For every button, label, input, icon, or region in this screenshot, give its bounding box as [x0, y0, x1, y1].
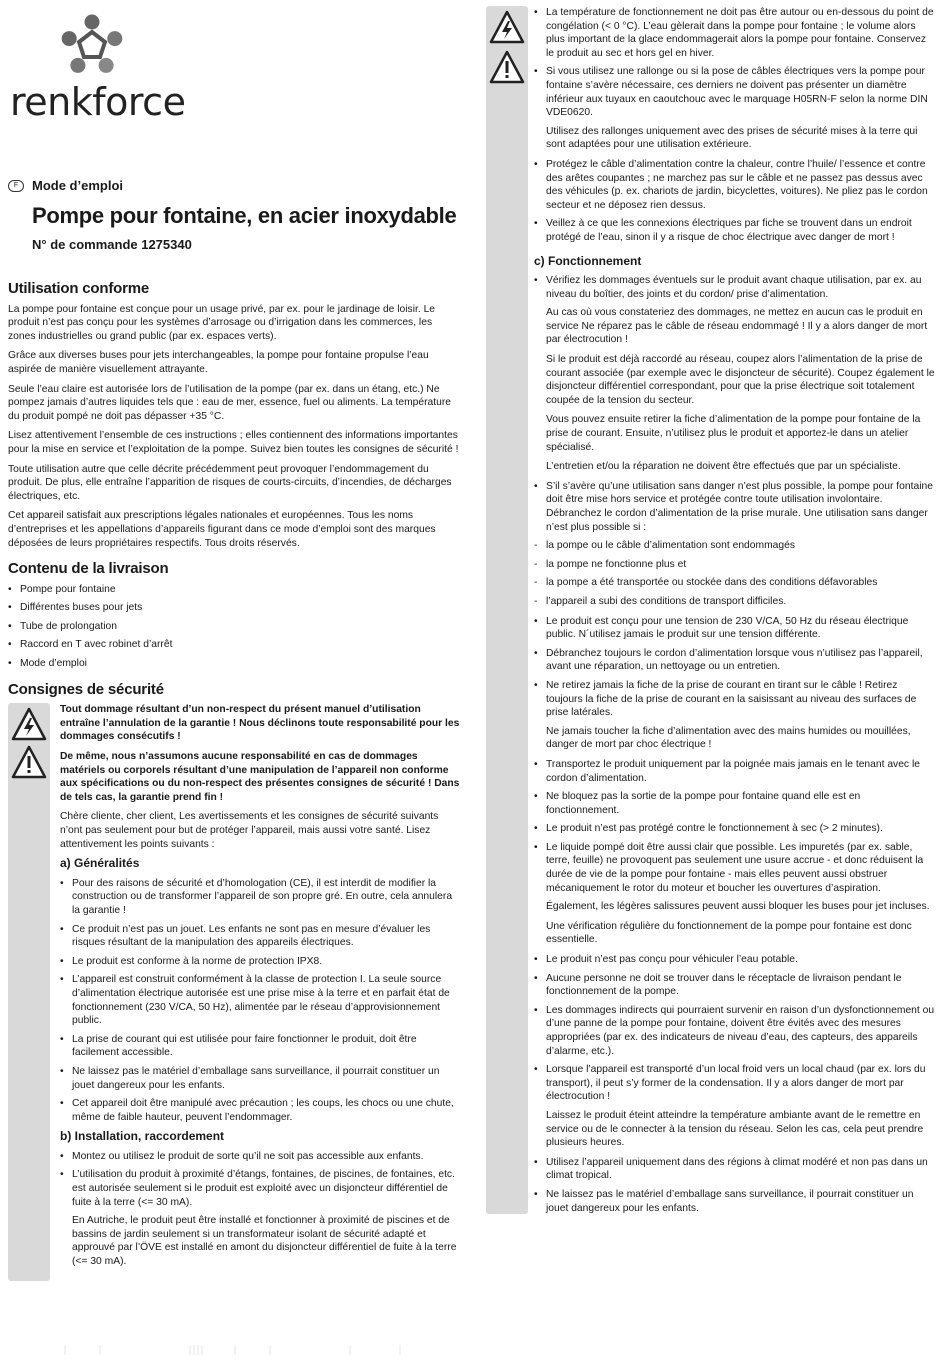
operation-heading: c) Fonctionnement [534, 253, 642, 268]
warning-sidebar [8, 703, 50, 1281]
list-item: • Vérifiez les dommages éventuels sur le produit avant chaque utilisation, par ex. au niveau du boîtier, des joints et du cordon/ prise d’alimentation. [534, 274, 936, 301]
list-item: • Ne retirez jamais la fiche de la prise de courant en tirant sur le câble ! Retirez toujours la fiche de la prise de courant en la saisissant au niveau des surfaces de prise latérales. [534, 679, 936, 720]
document-header [8, 178, 468, 252]
order-number: N° de commande 1275340 [32, 237, 192, 252]
list-item: - la pompe ne fonctionne plus et [534, 558, 936, 572]
install-list [60, 1150, 460, 1209]
list-item: • La prise de courant qui est utilisée pour faire fonctionner le produit, doit être facilement accessible. [60, 1033, 460, 1060]
operation-list [534, 758, 936, 895]
list-item: - l’appareil a subi des conditions de transport difficiles. [534, 595, 936, 609]
list-item: • Différentes buses pour jets [8, 601, 460, 615]
install-note: En Autriche, le produit peut être installé et fonctionner à proximité de piscines et de bassins de jardin seulement si un transformateur isolant de sécurité adapté et approuvé par l’ÖVE est installé en amont du disjoncteur différentiel de fuite à la terre (<= 30 mA). [72, 1215, 457, 1268]
list-item: • Mode d’emploi [8, 657, 460, 671]
list-item: • Pour des raisons de sécurité et d’homologation (CE), il est interdit de modifier la construction ou de transformer l’appareil de son propre gré. En outre, cela annulera la garantie ! [60, 877, 460, 918]
list-item: • S’il s’avère qu’une utilisation sans danger n’est plus possible, la pompe pour fontaine doit être mise hors service et protégée contre toute utilisation involontaire. Débranchez le cordon d’alimentation de la prise murale. Une utilisation sans danger n’est plus possible si : [534, 480, 936, 534]
language-badge: F [8, 180, 24, 192]
operation-list [534, 480, 936, 534]
list-item: • Lorsque l’appareil est transporté d’un local froid vers un local chaud (par ex. lors du transport), il peut s’y former de la condensation. Il y a alors danger de mort par électrocution ! [534, 1063, 936, 1104]
general-list [60, 877, 460, 1125]
list-note: Utilisez des rallonges uniquement avec des prises de sécurité mises à la terre qui sont adaptées pour une utilisation extérieure. [546, 125, 918, 151]
list-item: • Ne bloquez pas la sortie de la pompe pour fontaine quand elle est en fonctionnement. [534, 790, 936, 817]
list-item: • Aucune personne ne doit se trouver dans le réceptacle de livraison pendant le fonctionnement de la pompe. [534, 972, 936, 999]
list-item: • Tube de prolongation [8, 620, 460, 634]
list-item: • Ne laissez pas le matériel d’emballage sans surveillance, il pourrait constituer un jouet dangereux pour les enfants. [60, 1065, 460, 1092]
list-item: • Cet appareil doit être manipulé avec précaution ; les coups, les chocs ou une chute, même de faible hauteur, peuvent l’endommager. [60, 1097, 460, 1124]
usage-paragraph: Grâce aux diverses buses pour jets interchangeables, la pompe pour fontaine propulse l’eau aspirée de manière visuellement attrayante. [8, 350, 429, 375]
general-heading: a) Généralités [60, 856, 140, 871]
brand-name: renkforce [10, 80, 186, 124]
list-item: - la pompe a été transportée ou stockée dans des conditions défavorables [534, 576, 936, 590]
list-item: • L’appareil est construit conformément à la classe de protection I. La seule source d’alimentation électrique autorisée est une prise mise à la terre et en parfait état de fonctionnement (230 V/CA, 50 Hz), alimentée par le réseau d’approvisionnement public. [60, 973, 460, 1027]
lightning-warning-icon [11, 707, 47, 741]
warning-sidebar-right [486, 6, 528, 1214]
exclamation-warning-icon [489, 50, 525, 84]
list-note: Au cas où vous constateriez des dommages, ne mettez en aucun cas le produit en service Ne réparez pas le câble de réseau endommagé ! Il y a alors danger de mort par électrocution ! [546, 307, 928, 346]
operation-list [534, 274, 936, 301]
usage-heading: Utilisation conforme [8, 280, 150, 297]
operation-list [534, 953, 936, 1104]
list-item: • Montez ou utilisez le produit de sorte qu’il ne soit pas accessible aux enfants. [60, 1150, 460, 1164]
list-item: • Transportez le produit uniquement par la poignée mais jamais en le tenant avec le cordon d’alimentation. [534, 758, 936, 785]
list-item: • Les dommages indirects qui pourraient survenir en raison d’un dysfonctionnement ou d’une panne de la pompe pour fontaine, doivent être évités avec des mesures appropriées (par ex. des indicateurs de niveau d’eau, des capteurs, des appareils d’alarme, etc.). [534, 1004, 936, 1058]
usage-paragraph: Cet appareil satisfait aux prescriptions légales nationales et européennes. Tous les noms d’entreprises et les appellations d’appareils figurant dans ce mode d’emploi sont des marques déposées de leurs propriétaires respectifs. Tous droits réservés. [8, 510, 436, 549]
print-marks [60, 1343, 460, 1357]
list-item: • Protégez le câble d’alimentation contre la chaleur, contre l’huile/ l’essence et contre des arêtes coupantes ; ne marchez pas sur le câble et ne passez pas dessus avec des véhicules (p. ex. chariots de jardin, bicyclettes, voitures). Ne pliez pas le cordon secteur et ne déposez rien dessus. [534, 158, 936, 212]
install-list-cont [534, 6, 936, 120]
safety-heading: Consignes de sécurité [8, 680, 164, 698]
install-list-cont2 [534, 158, 936, 245]
list-item: • Le produit est conforme à la norme de protection IPX8. [60, 955, 460, 969]
list-item: • Ne laissez pas le matériel d’emballage sans surveillance, il pourrait constituer un jouet dangereux pour les enfants. [534, 1188, 936, 1215]
right-column [534, 6, 936, 1220]
list-item: • Débranchez toujours le cordon d’alimentation lorsque vous n’utilisez pas l’appareil, avant une réparation, un nettoyage ou un entretien. [534, 647, 936, 674]
safety-intro: Chère cliente, cher client, Les avertissements et les consignes de sécurité suivants n’ont pas seulement pour but de protéger l’appareil, mais aussi votre santé. Lisez attentivement les points suivants : [60, 811, 439, 850]
list-note: Une vérification régulière du fonctionnement de la pompe pour fontaine est donc essentielle. [546, 920, 912, 946]
usage-paragraph: La pompe pour fontaine est conçue pour un usage privé, par ex. pour le jardinage de loisir. Le produit n’est pas conçu pour les systèmes d’arrosage ou d’irrigation dans les commerces, les zones industrielles ou grand public (par ex. espaces verts). [8, 303, 436, 342]
left-column [8, 282, 460, 1275]
warranty-warning: Tout dommage résultant d’un non-respect du présent manuel d’utilisation entraîne l’annulation de la garantie ! Nous déclinons toute responsabilité pour les dommages consécutifs ! [60, 704, 460, 743]
list-item: • Ce produit n’est pas un jouet. Les enfants ne sont pas en mesure d’évaluer les risques résultant de la manipulation des appareils électriques. [60, 923, 460, 950]
list-item: • La température de fonctionnement ne doit pas être autour ou en-dessous du point de congélation (< 0 °C). L’eau gèlerait dans la pompe pour fontaine ; le volume alors plus important de la glace endommagerait alors la pompe pour fontaine. Conservez le produit au sec et hors gel en hiver. [534, 6, 936, 60]
list-item: • Le produit n’est pas conçu pour véhiculer l’eau potable. [534, 953, 936, 967]
list-item: • Veillez à ce que les connexions électriques par fiche se trouvent dans un endroit protégé de l’eau, sinon il y a risque de choc électrique avec danger de mort ! [534, 217, 936, 244]
list-item: • L’utilisation du produit à proximité d’étangs, fontaines, de piscines, de fontaines, etc. est autorisée seulement si le produit est exploité avec un disjoncteur différentiel de fuite à la terre (<= 30 mA). [60, 1168, 460, 1209]
list-item: • Raccord en T avec robinet d’arrêt [8, 638, 460, 652]
usage-paragraph: Seule l’eau claire est autorisée lors de l’utilisation de la pompe (par ex. dans un étang, etc.) Ne pompez jamais d’autres liquides tels que : eau de mer, essence, fuel ou aliments. La température du produit pompé ne doit pas dépasser +35 °C. [8, 383, 452, 422]
page-title: Pompe pour fontaine, en acier inoxydable [32, 203, 457, 228]
usage-paragraph: Lisez attentivement l’ensemble de ces instructions ; elles contiennent des informations importantes pour la mise en service et l’exploitation de la pompe. Suivez bien toutes les consignes de sécurité ! [8, 430, 459, 455]
operation-list [534, 615, 936, 720]
list-item: • Le produit est conçu pour une tension de 230 V/CA, 50 Hz du réseau électrique public. N´utilisez jamais le produit sur une tension différente. [534, 615, 936, 642]
operation-list [534, 1156, 936, 1215]
list-item: • Le produit n’est pas protégé contre le fonctionnement à sec (> 2 minutes). [534, 822, 936, 836]
exclamation-warning-icon [11, 745, 47, 779]
list-item: • Utilisez l’appareil uniquement dans des régions à climat modéré et non pas dans un climat tropical. [534, 1156, 936, 1183]
supply-list [8, 583, 460, 671]
liability-warning: De même, nous n’assumons aucune responsabilité en cas de dommages matériels ou corporels résultant d’une manipulation de l’appareil non conforme aux spécifications ou du non-respect des présentes consignes de sécurité ! Dans de tels cas, la garantie prend fin ! [60, 751, 460, 803]
list-note: Si le produit est déjà raccordé au réseau, coupez alors l’alimentation de la prise de courant associée (par exemple avec le disjoncteur de sécurité). Coupez également le disjoncteur différentiel correspondant, pour que la prise électrique soit totalement coupée de la tension du secteur. [546, 354, 935, 406]
list-note: Ne jamais toucher la fiche d’alimentation avec des mains humides ou mouillées, danger de mort par choc électrique ! [546, 725, 911, 751]
supply-heading: Contenu de la livraison [8, 560, 169, 578]
condition-list [534, 539, 936, 608]
lightning-warning-icon [489, 10, 525, 44]
list-note: Également, les légères salissures peuvent aussi bloquer les buses pour jet incluses. [546, 901, 930, 913]
usage-paragraph: Toute utilisation autre que celle décrite précédemment peut provoquer l’endommagement du produit. De plus, elle entraîne l’apparition de risques de courts-circuits, d’incendies, de décharges électriques, etc. [8, 463, 452, 502]
safety-block [8, 703, 460, 1268]
list-item: • Si vous utilisez une rallonge ou si la pose de câbles électriques vers la pompe pour fontaine s’avère nécessaire, ces derniers ne doivent pas présenter un diamètre inférieur aux tuyaux en caoutchouc avec le marquage H05RN-F selon la norme DIN VDE0620. [534, 65, 936, 119]
list-item: - la pompe ou le câble d’alimentation sont endommagés [534, 539, 936, 553]
mode-label: Mode d’emploi [32, 178, 123, 193]
install-heading: b) Installation, raccordement [60, 1129, 225, 1144]
list-note: Laissez le produit éteint atteindre la température ambiante avant de le remettre en service ou de le connecter à la tension du réseau. Selon les cas, cela peut prendre plusieurs heures. [546, 1109, 924, 1149]
list-item: • Pompe pour fontaine [8, 583, 460, 597]
list-note: L’entretien et/ou la réparation ne doivent être effectués que par un spécialiste. [546, 461, 901, 473]
list-item: • Le liquide pompé doit être aussi clair que possible. Les impuretés (par ex. sable, terre, feuille) ne provoquent pas seulement une usure accrue - et donc réduisent la durée de vie de la pompe pour fontaine - mais elles peuvent aussi obstruer mécaniquement le rotor du moteur et boucher les ouvertures d’aspiration. [534, 841, 936, 895]
list-note: Vous pouvez ensuite retirer la fiche d’alimentation de la pompe pour fontaine de la prise de courant. Ensuite, n’utilisez plus le produit et apportez-le dans un atelier spécialisé. [546, 414, 921, 453]
